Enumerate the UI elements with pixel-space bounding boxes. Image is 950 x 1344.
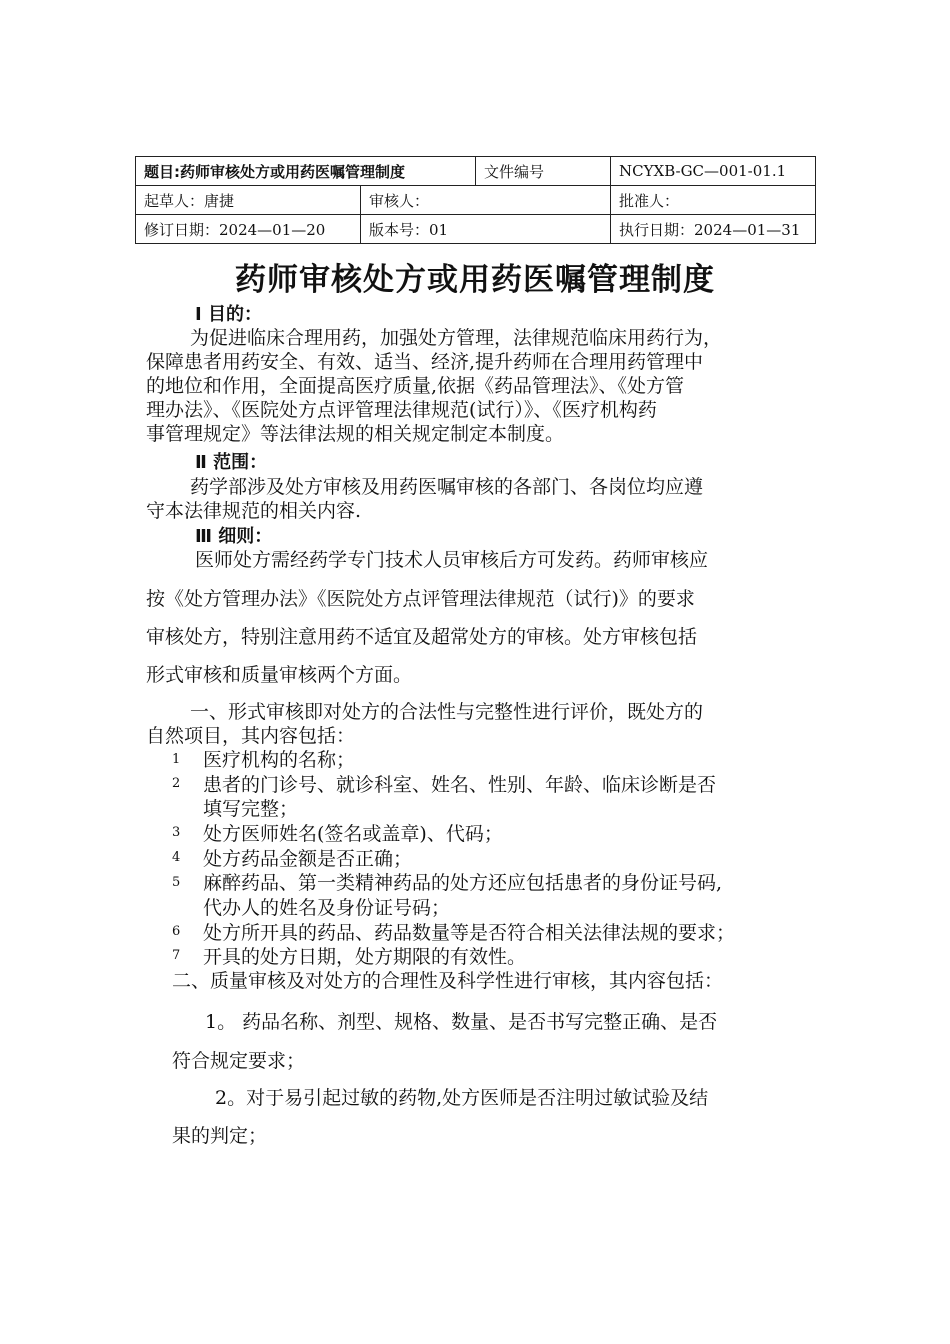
scope-line: 药学部涉及处方审核及用药医嘱审核的各部门、各岗位均应遵 <box>190 476 704 498</box>
purpose-line: 理办法》、《医院处方点评管理法律规范(试行）》、《医疗机构药 <box>146 399 657 421</box>
scope-line: 守本法律规范的相关内容. <box>146 500 362 522</box>
quality-item-line: 果的判定； <box>172 1125 268 1147</box>
quality-item-line: 符合规定要求； <box>172 1050 306 1072</box>
list-item: 患者的门诊号、就诊科室、姓名、性别、年龄、临床诊断是否 <box>203 774 717 796</box>
list-number: 3 <box>172 825 181 840</box>
list-number: 4 <box>172 850 181 865</box>
list-item: 医疗机构的名称； <box>203 749 356 771</box>
document-title: 药师审核处方或用药医嘱管理制度 <box>235 262 715 298</box>
list-number: 7 <box>172 948 181 963</box>
detail-line: 审核处方，特别注意用药不适宜及超常处方的审核。处方审核包括 <box>146 626 698 648</box>
detail-line: 医师处方需经药学专门技术人员审核后方可发药。药师审核应 <box>195 549 709 571</box>
header-version: 版本号：01 <box>361 215 611 244</box>
header-file-no-label: 文件编号 <box>476 157 611 186</box>
list-item: 开具的处方日期，处方期限的有效性。 <box>203 946 527 968</box>
header-approver: 批准人： <box>611 186 816 215</box>
purpose-line: 的地位和作用，全面提高医疗质量,依据《药品管理法》、《处方管 <box>146 375 685 397</box>
form-intro-line: 自然项目，其内容包括： <box>146 725 356 747</box>
quality-intro: 二、质量审核及对处方的合理性及科学性进行审核，其内容包括： <box>172 970 724 992</box>
purpose-line: 为促进临床合理用药，加强处方管理，法律规范临床用药行为， <box>190 327 723 349</box>
list-number: 1 <box>172 752 181 767</box>
quality-item-line: 1。 药品名称、剂型、规格、数量、是否书写完整正确、是否 <box>205 1011 718 1033</box>
header-file-no: NCYXB-GC—001-01.1 <box>611 157 816 186</box>
header-title-cell: 题目:药师审核处方或用药医嘱管理制度 <box>136 157 476 186</box>
list-item: 处方药品金额是否正确； <box>203 848 413 870</box>
list-number: 6 <box>172 924 181 939</box>
purpose-heading: Ⅰ 目的： <box>195 304 262 325</box>
detail-heading: Ⅲ 细则： <box>195 526 273 547</box>
header-exec-date: 执行日期：2024—01—31 <box>611 215 816 244</box>
list-item: 麻醉药品、第一类精神药品的处方还应包括患者的身份证号码, <box>203 872 723 894</box>
scope-heading: Ⅱ 范围： <box>195 452 268 473</box>
list-item: 处方所开具的药品、药品数量等是否符合相关法律法规的要求； <box>203 922 736 944</box>
list-item: 处方医师姓名(签名或盖章)、代码； <box>203 823 503 845</box>
detail-line: 按《处方管理办法》《医院处方点评管理法律规范（试行)》的要求 <box>146 588 695 610</box>
list-item: 填写完整； <box>203 798 299 820</box>
list-number: 5 <box>172 875 181 890</box>
detail-line: 形式审核和质量审核两个方面。 <box>146 664 413 686</box>
list-number: 2 <box>172 776 181 791</box>
header-drafter: 起草人：唐捷 <box>136 186 361 215</box>
document-header-table <box>135 156 816 244</box>
quality-item-line: 2。对于易引起过敏的药物,处方医师是否注明过敏试验及结 <box>215 1087 709 1109</box>
header-revise-date: 修订日期：2024—01—20 <box>136 215 361 244</box>
form-intro-line: 一、形式审核即对处方的合法性与完整性进行评价，既处方的 <box>190 701 704 723</box>
list-item: 代办人的姓名及身份证号码； <box>203 897 451 919</box>
purpose-line: 事管理规定》等法律法规的相关规定制定本制度。 <box>146 423 565 445</box>
purpose-line: 保障患者用药安全、有效、适当、经济,提升药师在合理用药管理中 <box>146 351 704 373</box>
header-reviewer: 审核人： <box>361 186 611 215</box>
